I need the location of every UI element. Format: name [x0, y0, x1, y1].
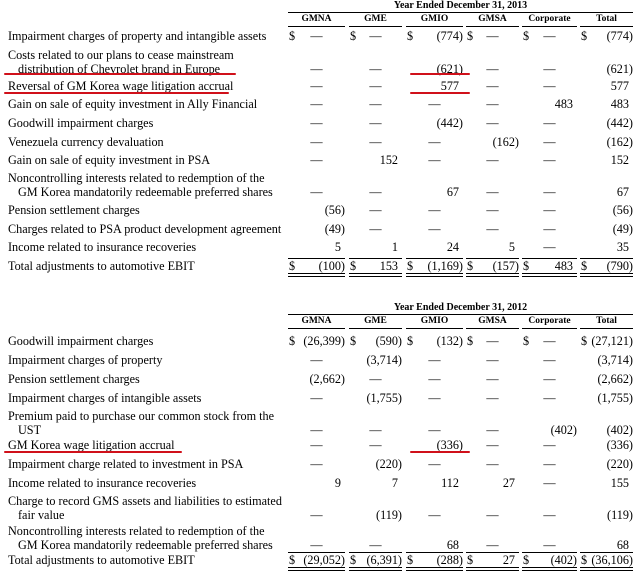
row-label: Charge to record GMS assets and liabilities to estimated: [8, 494, 282, 508]
table-title: Year Ended December 31, 2013: [393, 0, 528, 11]
row-value: (36,106): [591, 553, 633, 567]
row-value: (2,662): [309, 372, 345, 386]
row-value: —: [486, 116, 499, 130]
column-header: Corporate: [528, 14, 571, 24]
row-value: —: [486, 62, 499, 76]
row-value: (27,121): [591, 334, 633, 348]
dollar-sign: $: [407, 553, 414, 567]
dollar-sign: $: [289, 259, 296, 273]
row-value: —: [543, 79, 556, 93]
double-underline: [466, 273, 519, 277]
header-underline: [288, 26, 345, 27]
row-value: —: [543, 153, 556, 167]
row-value: (402): [550, 553, 577, 567]
row-value: —: [369, 203, 382, 217]
dollar-sign: $: [407, 259, 414, 273]
row-value: —: [369, 222, 382, 236]
row-value: (132): [436, 334, 463, 348]
row-value: —: [310, 79, 323, 93]
column-header: Total: [596, 316, 617, 326]
row-label: Impairment charges of property and intangible assets: [8, 29, 267, 43]
row-value: (1,755): [366, 391, 402, 405]
row-value: —: [543, 476, 556, 490]
row-label: Pension settlement charges: [8, 372, 140, 386]
column-header: GMIO: [420, 316, 449, 326]
row-value: 577: [610, 79, 629, 93]
row-value: —: [543, 438, 556, 452]
row-value: (29,052): [303, 553, 345, 567]
dollar-sign: $: [350, 29, 357, 43]
row-value: (790): [606, 259, 633, 273]
row-value: —: [486, 97, 499, 111]
row-value: —: [428, 372, 441, 386]
row-label: Total adjustments to automotive EBIT: [8, 553, 195, 567]
dollar-sign: $: [407, 334, 414, 348]
row-value: (774): [606, 29, 633, 43]
row-value: 68: [446, 538, 459, 552]
header-underline: [466, 328, 519, 329]
row-value: 27: [502, 476, 515, 490]
row-value: —: [486, 353, 499, 367]
row-value: —: [428, 423, 441, 437]
row-value: —: [543, 240, 556, 254]
total-rule: [466, 552, 519, 553]
row-label: UST: [18, 423, 42, 437]
total-rule: [580, 258, 633, 259]
row-value: (56): [612, 203, 633, 217]
double-underline: [580, 273, 633, 277]
total-rule: [466, 258, 519, 259]
total-rule: [522, 552, 577, 553]
row-value: —: [310, 353, 323, 367]
row-value: (220): [375, 457, 402, 471]
row-value: 68: [616, 538, 629, 552]
total-rule: [349, 258, 402, 259]
header-underline: [349, 328, 402, 329]
dollar-sign: $: [350, 259, 357, 273]
row-value: —: [543, 116, 556, 130]
row-value: —: [486, 222, 499, 236]
row-value: —: [428, 135, 441, 149]
dollar-sign: $: [467, 553, 474, 567]
row-value: —: [543, 334, 556, 348]
row-value: —: [310, 153, 323, 167]
dollar-sign: $: [350, 334, 357, 348]
row-value: (621): [436, 62, 463, 76]
double-underline: [288, 567, 345, 571]
dollar-sign: $: [467, 259, 474, 273]
row-value: (6,391): [366, 553, 402, 567]
row-label: Goodwill impairment charges: [8, 334, 154, 348]
row-value: (2,662): [597, 372, 633, 386]
row-value: (162): [492, 135, 519, 149]
row-value: (336): [606, 438, 633, 452]
double-underline: [406, 273, 463, 277]
highlight-underline: [4, 73, 236, 75]
row-value: —: [428, 391, 441, 405]
row-value: (119): [607, 508, 633, 522]
highlight-underline: [410, 73, 470, 75]
row-value: (3,714): [366, 353, 402, 367]
row-value: —: [369, 79, 382, 93]
row-value: —: [369, 62, 382, 76]
row-value: —: [310, 185, 323, 199]
highlight-underline: [410, 92, 470, 94]
row-label: Income related to insurance recoveries: [8, 240, 197, 254]
row-value: (49): [612, 222, 633, 236]
row-value: 483: [554, 259, 573, 273]
dollar-sign: $: [289, 334, 296, 348]
header-underline: [288, 328, 345, 329]
row-value: —: [486, 391, 499, 405]
header-underline: [580, 26, 633, 27]
total-rule: [288, 258, 345, 259]
header-underline: [349, 26, 402, 27]
row-value: —: [310, 29, 323, 43]
row-value: (162): [606, 135, 633, 149]
row-value: —: [486, 185, 499, 199]
row-value: —: [486, 438, 499, 452]
row-value: —: [543, 353, 556, 367]
row-value: —: [428, 203, 441, 217]
row-value: —: [369, 135, 382, 149]
row-value: —: [310, 438, 323, 452]
row-value: —: [428, 457, 441, 471]
row-value: 112: [441, 476, 459, 490]
double-underline: [406, 567, 463, 571]
row-value: —: [486, 203, 499, 217]
dollar-sign: $: [467, 29, 474, 43]
row-value: (3,714): [597, 353, 633, 367]
row-value: —: [486, 538, 499, 552]
row-value: —: [486, 508, 499, 522]
row-value: —: [543, 391, 556, 405]
double-underline: [580, 567, 633, 571]
row-value: —: [369, 538, 382, 552]
row-value: —: [543, 372, 556, 386]
total-rule: [406, 258, 463, 259]
row-label: Impairment charges of intangible assets: [8, 391, 202, 405]
row-value: —: [310, 62, 323, 76]
row-value: —: [428, 353, 441, 367]
total-rule: [580, 552, 633, 553]
row-value: (49): [324, 222, 345, 236]
row-value: 483: [554, 97, 573, 111]
total-rule: [522, 258, 577, 259]
row-value: (590): [375, 334, 402, 348]
header-underline: [466, 26, 519, 27]
row-value: (220): [606, 457, 633, 471]
row-value: (157): [492, 259, 519, 273]
row-label: Charges related to PSA product development agreement: [8, 222, 282, 236]
total-rule: [288, 552, 345, 553]
row-value: —: [310, 457, 323, 471]
row-value: —: [310, 97, 323, 111]
row-value: —: [310, 538, 323, 552]
row-value: (56): [324, 203, 345, 217]
row-value: (288): [436, 553, 463, 567]
row-value: 1: [391, 240, 398, 254]
row-value: 67: [616, 185, 629, 199]
row-value: —: [310, 135, 323, 149]
row-label: Pension settlement charges: [8, 203, 140, 217]
row-value: —: [369, 97, 382, 111]
row-label: GM Korea wage litigation accrual: [8, 438, 175, 452]
row-label: fair value: [18, 508, 65, 522]
row-value: (402): [550, 423, 577, 437]
column-header: GMSA: [478, 14, 507, 24]
dollar-sign: $: [523, 553, 530, 567]
row-label: Total adjustments to automotive EBIT: [8, 259, 195, 273]
row-label: distribution of Chevrolet brand in Europe: [18, 62, 221, 76]
row-label: Gain on sale of equity investment in Ally Financial: [8, 97, 258, 111]
row-value: —: [369, 372, 382, 386]
row-value: —: [428, 153, 441, 167]
row-label: Venezuela currency devaluation: [8, 135, 164, 149]
column-header: Total: [596, 14, 617, 24]
dollar-sign: $: [581, 553, 588, 567]
row-value: —: [543, 203, 556, 217]
row-label: Reversal of GM Korea wage litigation accrual: [8, 79, 234, 93]
row-value: —: [543, 508, 556, 522]
title-underline: [288, 314, 633, 315]
row-value: 483: [610, 97, 629, 111]
row-value: —: [543, 185, 556, 199]
double-underline: [349, 567, 402, 571]
dollar-sign: $: [350, 553, 357, 567]
dollar-sign: $: [581, 259, 588, 273]
row-value: 67: [446, 185, 459, 199]
column-header: GMSA: [478, 316, 507, 326]
row-value: —: [428, 97, 441, 111]
column-header: GMNA: [301, 14, 332, 24]
column-header: GME: [364, 316, 387, 326]
row-value: —: [543, 135, 556, 149]
row-value: 24: [446, 240, 459, 254]
highlight-underline: [410, 451, 470, 453]
row-value: (442): [436, 116, 463, 130]
row-value: (774): [436, 29, 463, 43]
row-label: GM Korea mandatorily redeemable preferred shares: [18, 538, 273, 552]
row-value: —: [369, 185, 382, 199]
row-value: 577: [440, 79, 459, 93]
row-value: —: [369, 423, 382, 437]
row-label: Impairment charge related to investment in PSA: [8, 457, 244, 471]
row-label: Goodwill impairment charges: [8, 116, 154, 130]
header-underline: [522, 26, 577, 27]
dollar-sign: $: [467, 334, 474, 348]
dollar-sign: $: [581, 334, 588, 348]
total-rule: [349, 552, 402, 553]
row-value: —: [369, 438, 382, 452]
row-value: —: [486, 153, 499, 167]
row-value: 5: [508, 240, 515, 254]
row-value: —: [310, 116, 323, 130]
header-underline: [406, 26, 463, 27]
header-underline: [522, 328, 577, 329]
row-value: —: [543, 222, 556, 236]
double-underline: [466, 567, 519, 571]
row-value: —: [543, 457, 556, 471]
row-label: Costs related to our plans to cease mainstream: [8, 48, 234, 62]
row-value: —: [428, 508, 441, 522]
column-header: Corporate: [528, 316, 571, 326]
row-value: (100): [318, 259, 345, 273]
row-value: —: [543, 538, 556, 552]
row-label: Gain on sale of equity investment in PSA: [8, 153, 211, 167]
row-label: Impairment charges of property: [8, 353, 163, 367]
total-rule: [406, 552, 463, 553]
row-value: —: [543, 29, 556, 43]
double-underline: [288, 273, 345, 277]
row-value: —: [543, 62, 556, 76]
header-underline: [406, 328, 463, 329]
row-value: —: [486, 79, 499, 93]
row-value: —: [310, 391, 323, 405]
table-title: Year Ended December 31, 2012: [393, 302, 528, 313]
dollar-sign: $: [523, 259, 530, 273]
row-value: 7: [391, 476, 398, 490]
row-value: —: [486, 29, 499, 43]
row-value: 9: [334, 476, 341, 490]
highlight-underline: [4, 92, 229, 94]
row-value: —: [369, 29, 382, 43]
row-value: —: [486, 457, 499, 471]
row-value: (1,755): [597, 391, 633, 405]
row-label: Income related to insurance recoveries: [8, 476, 197, 490]
double-underline: [522, 273, 577, 277]
row-value: —: [369, 116, 382, 130]
row-label: GM Korea mandatorily redeemable preferred shares: [18, 185, 273, 199]
row-value: (621): [606, 62, 633, 76]
row-value: (336): [436, 438, 463, 452]
row-value: (402): [606, 423, 633, 437]
row-value: (442): [606, 116, 633, 130]
row-value: (26,399): [303, 334, 345, 348]
row-value: —: [428, 222, 441, 236]
highlight-underline: [4, 451, 182, 453]
column-header: GME: [364, 14, 387, 24]
header-underline: [580, 328, 633, 329]
row-value: 153: [379, 259, 398, 273]
double-underline: [349, 273, 402, 277]
row-value: —: [310, 508, 323, 522]
dollar-sign: $: [407, 29, 414, 43]
title-underline: [288, 12, 633, 13]
row-label: Noncontrolling interests related to redemption of the: [8, 171, 265, 185]
column-header: GMNA: [301, 316, 332, 326]
dollar-sign: $: [523, 29, 530, 43]
row-value: 5: [334, 240, 341, 254]
row-value: —: [486, 423, 499, 437]
dollar-sign: $: [289, 553, 296, 567]
row-label: Noncontrolling interests related to redemption of the: [8, 524, 265, 538]
row-value: —: [310, 423, 323, 437]
row-value: —: [486, 372, 499, 386]
column-header: GMIO: [420, 14, 449, 24]
row-label: Premium paid to purchase our common stock from the: [8, 409, 275, 423]
row-value: 152: [610, 153, 629, 167]
dollar-sign: $: [289, 29, 296, 43]
row-value: (1,169): [427, 259, 463, 273]
row-value: 35: [616, 240, 629, 254]
double-underline: [522, 567, 577, 571]
row-value: 155: [610, 476, 629, 490]
row-value: 27: [502, 553, 515, 567]
row-value: 152: [379, 153, 398, 167]
row-value: —: [486, 334, 499, 348]
dollar-sign: $: [581, 29, 588, 43]
row-value: (119): [376, 508, 402, 522]
dollar-sign: $: [523, 334, 530, 348]
